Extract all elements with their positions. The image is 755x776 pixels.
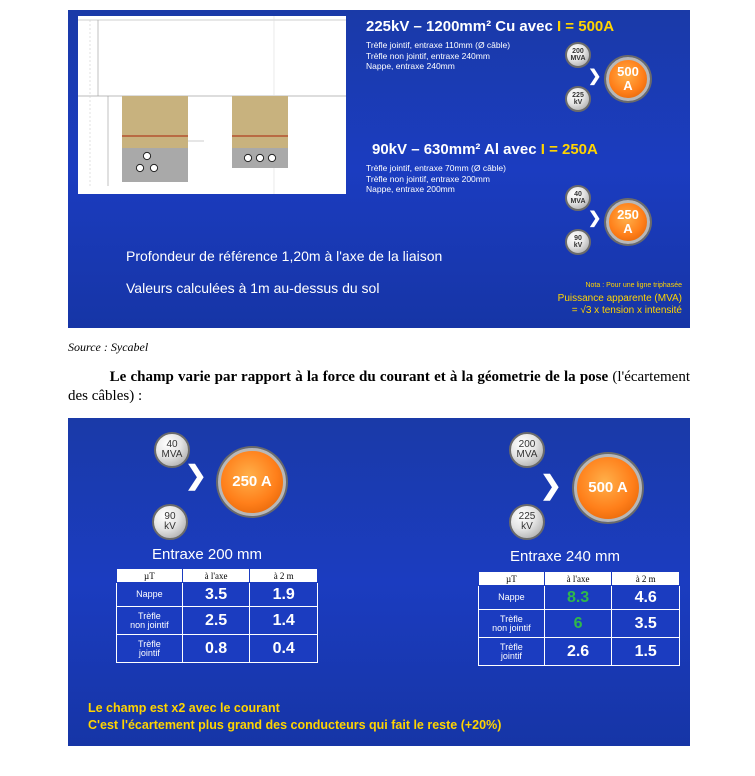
header-axis: à l'axe — [182, 569, 250, 583]
table-row — [479, 638, 680, 666]
line2-title — [372, 141, 598, 158]
trench-diagram — [78, 16, 346, 194]
line2-subtitles — [366, 163, 506, 195]
chevron-right-icon: ❯ — [540, 470, 562, 500]
badge-value: 225 — [572, 92, 584, 99]
paragraph-rest: (l'écartement des câbles) : — [68, 369, 690, 404]
row-label — [117, 583, 183, 607]
line2-current: I = 250A — [540, 141, 598, 158]
value-2m: 4.6 — [612, 586, 680, 610]
badge-value: 40 — [574, 191, 582, 198]
note-formula — [558, 293, 682, 317]
value-2m: 1.4 — [250, 607, 318, 635]
line1-sub-3: Nappe, entraxe 240mm — [366, 61, 455, 71]
note-line-2: = √3 x tension x intensité — [571, 305, 682, 316]
value-axis: 6 — [544, 610, 612, 638]
source-caption: Source : Sycabel — [68, 340, 149, 354]
chevron-right-icon: ❯ — [588, 68, 602, 85]
header-axis: à l'axe — [544, 572, 612, 586]
badge-90-kv — [152, 504, 188, 540]
result-value: 250 A — [232, 473, 272, 491]
value-2m: 3.5 — [612, 610, 680, 638]
result-unit: A — [623, 78, 633, 93]
row-label-text: Trèfle — [138, 638, 161, 649]
value-axis: 2.5 — [182, 607, 250, 635]
row-label-text: non jointif — [492, 622, 531, 633]
value-axis: 3.5 — [182, 583, 250, 607]
badge-225-kv — [509, 504, 545, 540]
row-label — [479, 638, 545, 666]
badge-value: 225 — [518, 511, 536, 522]
field-table-240 — [478, 571, 680, 666]
paragraph-bold: Le champ varie par rapport à la force du courant et à la géometrie de la pose — [109, 369, 609, 385]
line2-sub-3: Nappe, entraxe 200mm — [366, 184, 455, 194]
conclusion-line-2: C'est l'écartement plus grand des conducteurs qui fait le reste (+20%) — [88, 718, 502, 732]
badge-200-mva — [509, 432, 545, 468]
row-label-text: Nappe — [498, 592, 525, 602]
badge-value: 200 — [572, 48, 584, 55]
table-row — [479, 610, 680, 638]
badge-value: 90 — [574, 235, 582, 242]
header-2m: à 2 m — [612, 572, 680, 586]
row-label-text: Trèfle — [500, 613, 523, 624]
badge-unit: kV — [573, 99, 583, 106]
table-row — [117, 583, 318, 607]
line1-title-text: 225kV – 1200mm² Cu avec — [366, 18, 557, 35]
badge-value: 90 — [164, 511, 176, 522]
reference-depth: Profondeur de référence 1,20m à l'axe de la liaison — [126, 248, 443, 264]
line1-sub-2: Trèfle non jointif, entraxe 240mm — [366, 50, 490, 61]
row-label — [479, 610, 545, 638]
badge-value: 200 — [518, 439, 536, 450]
value-axis: 8.3 — [544, 586, 612, 610]
badge-unit: MVA — [570, 55, 586, 62]
line2-sub-2: Trèfle non jointif, entraxe 200mm — [366, 173, 490, 184]
badge-200-mva — [565, 42, 591, 68]
table-row — [117, 635, 318, 663]
result-unit: A — [623, 221, 633, 236]
field-table-200 — [116, 568, 318, 663]
entraxe-240: Entraxe 240 mm — [510, 548, 621, 565]
body-paragraph — [68, 368, 690, 406]
slide-bottom — [68, 418, 690, 746]
row-label — [117, 607, 183, 635]
value-2m: 1.5 — [612, 638, 680, 666]
result-value: 250 — [617, 207, 639, 223]
badge-unit: kV — [164, 521, 176, 532]
conclusion-line-1: Le champ est x2 avec le courant — [88, 701, 280, 715]
row-label-text: jointif — [500, 650, 522, 661]
row-label-text: non jointif — [130, 619, 169, 630]
badge-unit: kV — [521, 521, 533, 532]
slide-top — [68, 10, 690, 328]
badge-225-kv — [565, 86, 591, 112]
header-unit: µT — [479, 572, 545, 586]
row-label-text: jointif — [138, 647, 160, 658]
badge-unit: MVA — [570, 198, 586, 205]
result-value: 500 — [617, 64, 639, 80]
chevron-right-icon: ❯ — [588, 210, 602, 227]
header-2m: à 2 m — [250, 569, 318, 583]
line2-title-text: 90kV – 630mm² Al avec — [372, 141, 541, 158]
calculation-height: Valeurs calculées à 1m au-dessus du sol — [126, 280, 380, 296]
note-line-1: Puissance apparente (MVA) — [557, 293, 682, 304]
entraxe-200: Entraxe 200 mm — [152, 546, 263, 563]
result-500a — [606, 57, 650, 101]
row-label-text: Trèfle — [500, 641, 523, 652]
row-label — [479, 586, 545, 610]
table-row — [117, 607, 318, 635]
conclusion — [88, 700, 501, 734]
value-axis: 2.6 — [544, 638, 612, 666]
row-label-text: Nappe — [136, 589, 163, 599]
line1-sub-1: Trèfle jointif, entraxe 110mm (Ø câble) — [366, 40, 511, 50]
line2-sub-1: Trèfle jointif, entraxe 70mm (Ø câble) — [366, 163, 506, 173]
value-axis: 0.8 — [182, 635, 250, 663]
value-2m: 1.9 — [250, 583, 318, 607]
badge-90-kv — [565, 229, 591, 255]
chevron-right-icon: ❯ — [185, 460, 207, 490]
line1-title — [366, 18, 614, 35]
result-250a — [606, 200, 650, 244]
table-row — [479, 586, 680, 610]
value-2m: 0.4 — [250, 635, 318, 663]
row-label — [117, 635, 183, 663]
result-250a — [218, 448, 286, 516]
badge-unit: MVA — [161, 449, 183, 460]
result-value: 500 A — [588, 479, 628, 497]
header-unit: µT — [117, 569, 183, 583]
result-500a — [574, 454, 642, 522]
badge-value: 40 — [166, 439, 178, 450]
row-label-text: Trèfle — [138, 610, 161, 621]
badge-unit: MVA — [516, 449, 538, 460]
line1-subtitles — [366, 40, 510, 72]
trench-diagram-svg — [78, 16, 346, 194]
note-label: Nota : Pour une ligne triphasée — [585, 282, 682, 289]
line1-current: I = 500A — [556, 18, 615, 35]
badge-unit: kV — [573, 242, 583, 249]
